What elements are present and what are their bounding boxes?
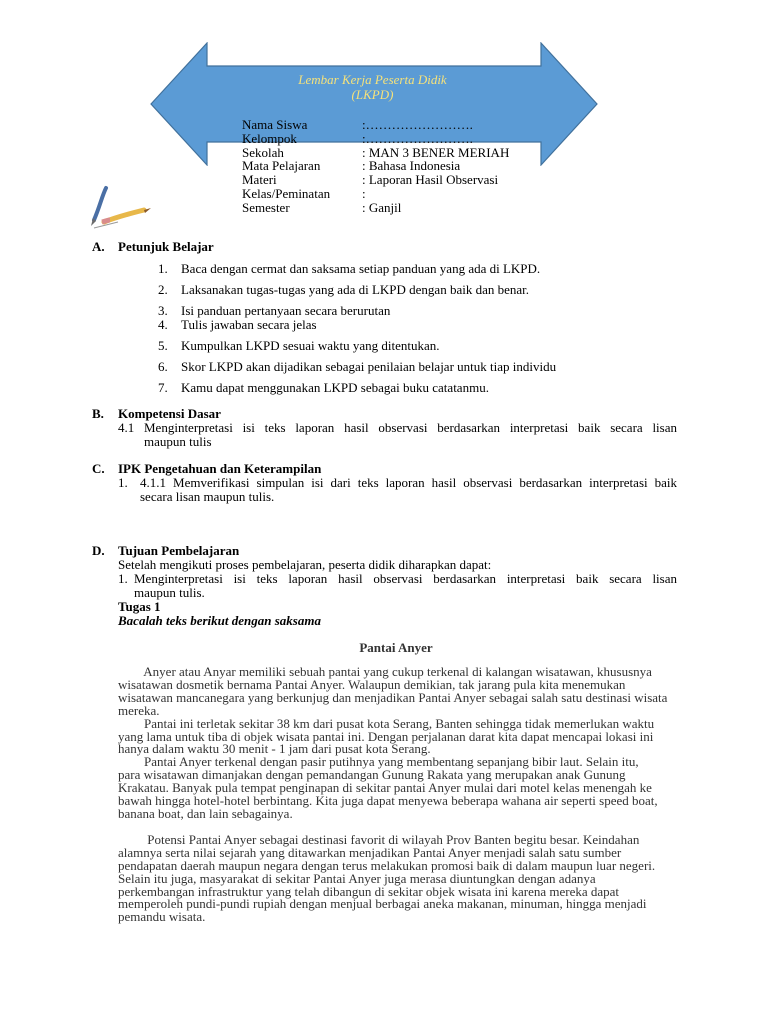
article-paragraph-2 [118,715,674,757]
article-body [118,666,674,924]
text-line: wisatawan dosmetik bernama Pantai Anyer. Walaupun demikian, tak jarang pula kita menemukan [118,676,626,692]
article-title: Pantai Anyer [359,640,433,655]
lkpd-title-line2: (LKPD) [351,87,394,102]
kd-number: 4.1 [118,420,135,435]
objective-intro: Setelah mengikuti proses pembelajaran, peserta didik diharapkan dapat: [118,557,492,572]
text-line: perkembangan infrastruktur yang telah dibangun di sekitar objek wisata ini karena mereka dapat [118,883,620,899]
section-b-content [118,420,677,449]
info-label: Sekolah [242,144,284,160]
info-row-nama [242,118,509,132]
list-item [158,317,317,332]
info-row-mapel [242,159,509,173]
text-line: yang lama untuk tiba di objek wisata pantai ini. Dengan perjalanan darat kita dapat mencapai lokasi ini [118,728,654,744]
text-line: alamnya serta nilai sejarah yang ditawarkan menjadikan Pantai Anyer menjadi salah satu sumber [118,844,622,860]
list-text: Isi panduan pertanyaan secara berurutan [181,303,391,318]
list-num: 4. [158,317,168,332]
text-line: memperoleh pundi-pundi rupiah dengan menjual berbagai aneka makanan, minuman, hingga menjadi [118,896,647,912]
list-num: 3. [158,303,168,318]
info-label: Mata Pelajaran [242,158,321,174]
list-item [158,359,557,374]
text-line: Anyer atau Anyar memiliki sebuah pantai yang cukup terkenal di kalangan wisatawan, khususnya [118,664,652,679]
info-label: Kelompok [242,130,297,146]
text-line: mereka. [118,702,160,718]
section-c-content [118,475,677,504]
article-paragraph-1 [118,666,674,718]
ipk-number: 1. [118,475,128,490]
ipk-text-line1: 4.1.1 Memverifikasi simpulan isi dari teks laporan hasil observasi berdasarkan interpretasi baik [140,475,677,490]
objective-number: 1. [118,571,128,586]
text-line: pendapatan daerah maupun negara dengan terus melakukan promosi baik di dalam maupun luar negeri. [118,857,656,873]
section-a [92,239,214,254]
section-c [92,461,322,476]
info-label: Semester [242,199,290,215]
lkpd-title [230,72,515,102]
info-label: Materi [242,172,277,188]
lkpd-title-line1: Lembar Kerja Peserta Didik [298,72,447,87]
section-b [92,406,221,421]
info-value: : Ganjil [362,199,402,215]
list-num: 6. [158,359,168,374]
list-num: 2. [158,282,168,297]
article-paragraph-3 [118,756,674,821]
section-d [92,543,240,558]
info-row-materi [242,173,509,187]
list-num: 7. [158,380,168,395]
list-item [158,303,391,318]
list-item [158,380,489,395]
info-value: : [362,185,366,201]
list-text: Kamu dapat menggunakan LKPD sebagai buku catatanmu. [181,380,489,395]
list-text: Skor LKPD akan dijadikan sebagai penilaian belajar untuk tiap individu [181,359,557,374]
text-line: hanya dalam waktu 30 menit - 1 jam dari pusat kota Serang. [118,741,431,757]
section-a-marker: A. [92,239,105,254]
text-line: Pantai ini terletak sekitar 38 km dari pusat kota Serang, Banten sehingga tidak memerlukan waktu [118,715,655,731]
list-item [158,282,530,297]
list-text: Baca dengan cermat dan saksama setiap panduan yang ada di LKPD. [181,261,541,276]
info-value: : Bahasa Indonesia [362,158,461,174]
kd-text-line1: Menginterpretasi isi teks laporan hasil observasi berdasarkan interpretasi baik secara lisan [144,420,677,435]
text-line: para wisatawan dimanjakan dengan pemandangan Gunung Rakata yang merupakan anak Gunung [118,767,626,783]
text-line: Potensi Pantai Anyer sebagai destinasi favorit di wilayah Prov Banten begitu besar. Keindahan [118,831,640,847]
text-line: bawah hingga hotel-hotel berbintang. Kita juga dapat menyewa beberapa wahana air seperti speed boat, [118,793,658,809]
info-value: : Laporan Hasil Observasi [362,172,499,188]
info-value: :……………………. [362,117,473,132]
info-row-semester [242,201,509,215]
list-num: 1. [158,261,168,276]
section-d-title: Tujuan Pembelajaran [118,543,240,558]
section-a-title: Petunjuk Belajar [118,239,214,254]
objective-text-line1: Menginterpretasi isi teks laporan hasil observasi berdasarkan interpretasi baik secara lisan [134,571,677,586]
list-text: Tulis jawaban secara jelas [181,317,317,332]
text-line: pemandu wisata. [118,909,206,925]
section-d-content [118,557,677,628]
section-c-marker: C. [92,461,105,476]
article-paragraph-4 [118,831,674,925]
text-line: Pantai Anyer terkenal dengan pasir putihnya yang membentang sepanjang bibir laut. Selain itu, [118,754,639,770]
info-row-sekolah [242,146,509,160]
task-instruction: Bacalah teks berikut dengan saksama [118,613,321,628]
section-b-title: Kompetensi Dasar [118,406,221,421]
text-line: Selain itu juga, masyarakat di sekitar Pantai Anyer juga merasa diuntungkan dengan adanya [118,870,596,886]
list-text: Laksanakan tugas-tugas yang ada di LKPD dengan baik dan benar. [181,282,530,297]
text-line: Krakatau. Banyak pula tempat penginapan di sekitar pantai Anyer mulai dari motel kelas menengah ke [118,780,652,796]
info-row-kelas [242,187,509,201]
kd-text-line2: maupun tulis [144,434,212,449]
ipk-text-line2: secara lisan maupun tulis. [140,489,275,504]
pencil-icon [88,184,152,230]
list-text: Kumpulkan LKPD sesuai waktu yang ditentukan. [181,338,440,353]
list-num: 5. [158,338,168,353]
task-title: Tugas 1 [118,599,161,614]
info-value: :……………………. [362,130,473,146]
section-d-marker: D. [92,543,105,558]
text-line: banana boat, dan lain sebagainya. [118,805,293,821]
list-item [158,261,541,276]
text-line: wisatawan mancanegara yang berkunjug dan menjadikan Pantai Anyer sebagai salah satu destinasi wisata [118,689,668,705]
list-item [158,338,440,353]
info-row-kelompok [242,132,509,146]
info-label: Kelas/Peminatan [242,185,331,201]
section-b-marker: B. [92,406,104,421]
student-info-table [242,118,509,215]
info-value: : MAN 3 BENER MERIAH [362,144,510,160]
objective-text-line2: maupun tulis. [134,585,205,600]
section-c-title: IPK Pengetahuan dan Keterampilan [118,461,322,476]
info-label: Nama Siswa [242,117,308,132]
